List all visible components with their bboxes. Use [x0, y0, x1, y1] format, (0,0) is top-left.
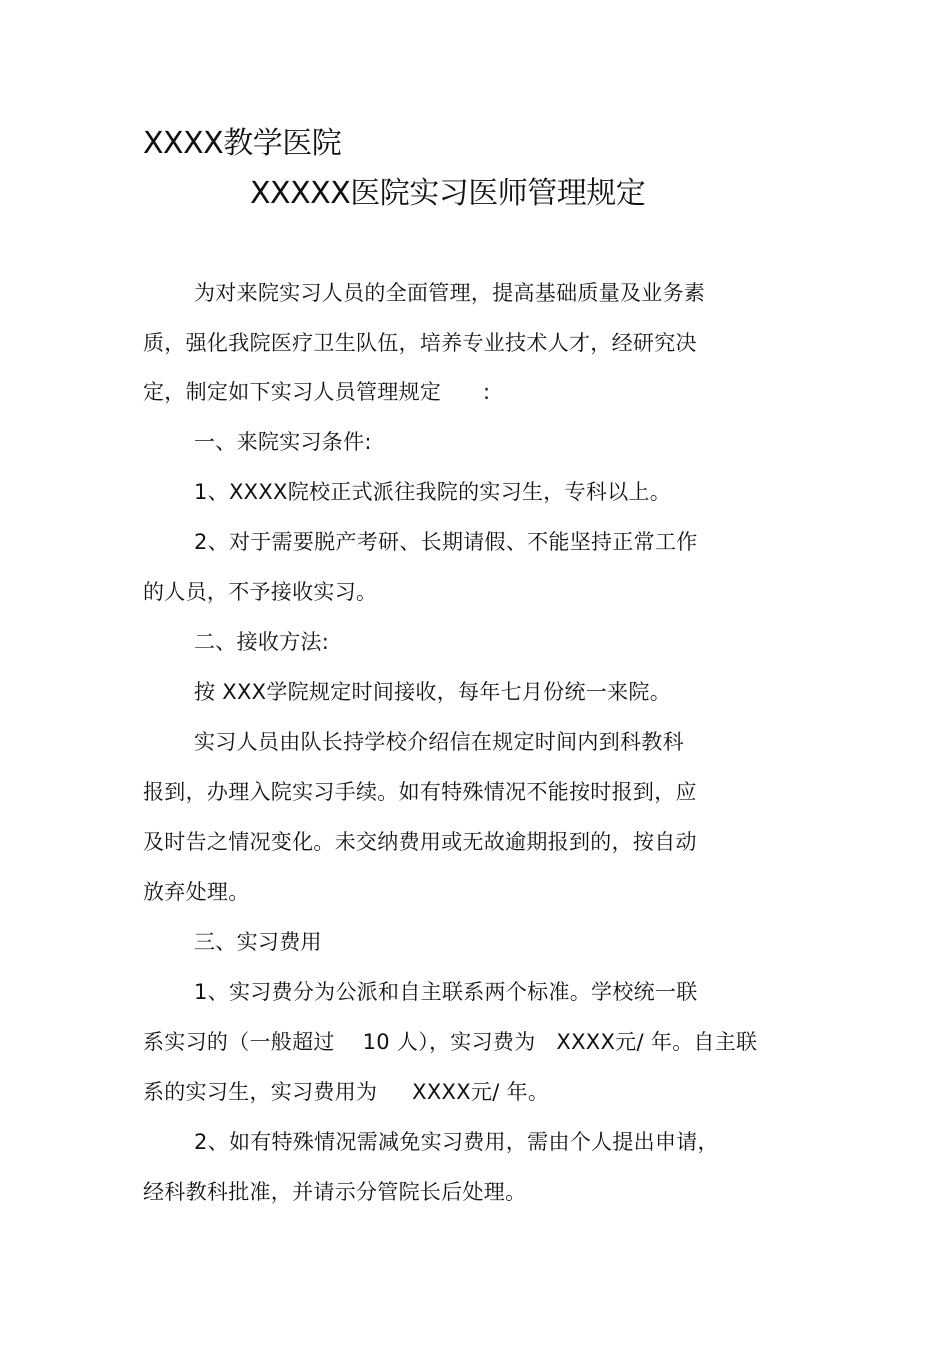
- list-item-fee-2: 2、如有特殊情况需减免实习费用，需由个人提出申请，: [194, 1130, 719, 1154]
- paragraph-line-intro-3: 定，制定如下实习人员管理规定 :: [143, 380, 491, 404]
- section-heading-internship-fees: 三、实习费用: [194, 930, 322, 954]
- hospital-name: XXXX教学医院: [143, 126, 342, 161]
- paragraph-line-intro-1: 为对来院实习人员的全面管理，提高基础质量及业务素: [194, 281, 706, 305]
- document-title: XXXXX医院实习医师管理规定: [250, 176, 646, 211]
- paragraph-line-method-3: 报到，办理入院实习手续。如有特殊情况不能按时报到，应: [143, 780, 697, 804]
- paragraph-line-intro-2: 质，强化我院医疗卫生队伍，培养专业技术人才，经研究决: [143, 331, 697, 355]
- paragraph-line-method-5: 放弃处理。: [143, 880, 250, 904]
- list-item-fee-1-cont-1: 系实习的（一般超过 10 人），实习费为 XXXX元/ 年。自主联: [143, 1030, 758, 1054]
- list-item-condition-2: 2、对于需要脱产考研、长期请假、不能坚持正常工作: [194, 530, 698, 554]
- paragraph-line-method-1: 按 XXX学院规定时间接收，每年七月份统一来院。: [194, 680, 672, 704]
- paragraph-line-method-2: 实习人员由队长持学校介绍信在规定时间内到科教科: [194, 730, 684, 754]
- list-item-fee-2-cont: 经科教科批准，并请示分管院长后处理。: [143, 1180, 527, 1204]
- paragraph-line-method-4: 及时告之情况变化。未交纳费用或无故逾期报到的，按自动: [143, 830, 697, 854]
- list-item-fee-1-cont-2: 系的实习生，实习费用为 XXXX元/ 年。: [143, 1080, 550, 1104]
- section-heading-admission-conditions: 一、来院实习条件:: [194, 430, 372, 454]
- list-item-condition-2-cont: 的人员，不予接收实习。: [143, 580, 378, 604]
- list-item-condition-1: 1、XXXX院校正式派往我院的实习生，专科以上。: [194, 480, 672, 504]
- section-heading-admission-method: 二、接收方法:: [194, 630, 330, 654]
- list-item-fee-1: 1、实习费分为公派和自主联系两个标准。学校统一联: [194, 980, 698, 1004]
